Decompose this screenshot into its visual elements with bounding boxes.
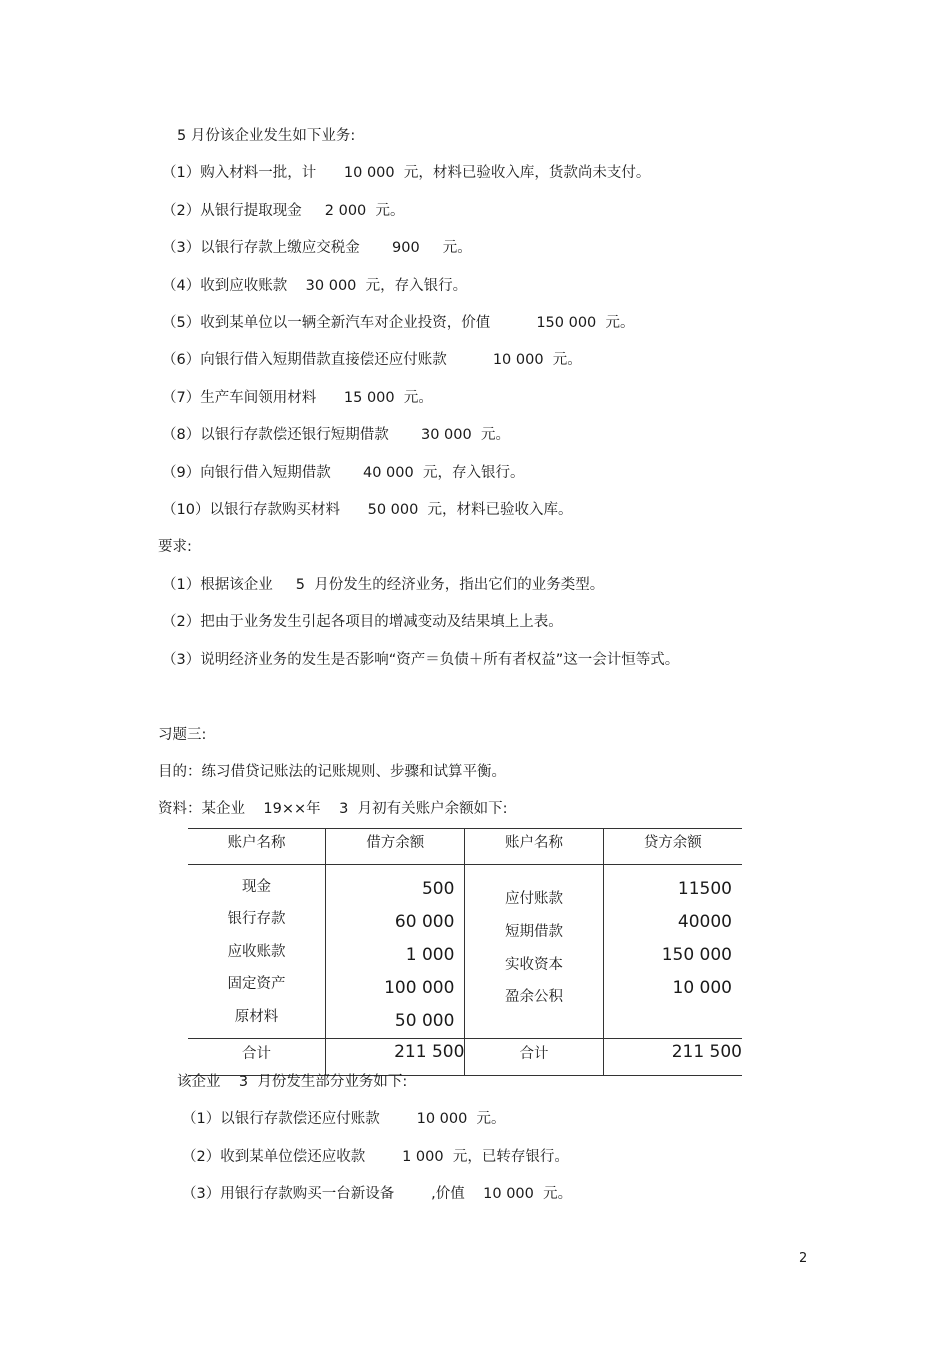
march-item-2: （2）收到某单位偿还应收款 1 000 元，已转存银行。 (182, 1149, 569, 1165)
march-intro-line: 该企业 3 月份发生部分业务如下: (177, 1074, 408, 1090)
requirements-heading: 要求: (158, 539, 192, 555)
credit-total-label: 合计 (465, 1039, 603, 1076)
requirement-2: （2）把由于业务发生引起各项目的增减变动及结果填上上表。 (162, 614, 563, 630)
debit-amount-fixed-assets: 100 000 (384, 978, 455, 998)
debit-account-materials: 原材料 (234, 1009, 279, 1025)
exercise-heading: 习题三: (158, 727, 207, 743)
business-item-6: （6）向银行借入短期借款直接偿还应付账款 10 000 元。 (162, 352, 582, 368)
credit-amount-surplus-reserve: 10 000 (672, 978, 732, 998)
debit-amount-bank: 60 000 (394, 912, 455, 932)
table-body-row (188, 865, 742, 1039)
debit-account-receivable: 应收账款 (227, 944, 286, 960)
business-item-3: （3）以银行存款上缴应交税金 900 元。 (162, 240, 472, 256)
business-item-9: （9）向银行借入短期借款 40 000 元，存入银行。 (162, 465, 525, 481)
credit-account-short-loan: 短期借款 (504, 924, 563, 940)
header-credit-balance: 贷方余额 (603, 829, 742, 865)
credit-account-surplus-reserve: 盈余公积 (504, 989, 563, 1005)
credit-amount-payable: 11500 (677, 879, 732, 899)
credit-account-paid-capital: 实收资本 (504, 957, 563, 973)
requirement-1: （1）根据该企业 5 月份发生的经济业务，指出它们的业务类型。 (162, 577, 605, 593)
business-item-4: （4）收到应收账款 30 000 元，存入银行。 (162, 278, 468, 294)
march-item-1: （1）以银行存款偿还应付账款 10 000 元。 (182, 1111, 506, 1127)
account-balance-table (188, 828, 742, 1076)
debit-account-bank: 银行存款 (227, 911, 286, 927)
table-header-row (188, 829, 742, 865)
march-item-3: （3）用银行存款购买一台新设备 ,价值 10 000 元。 (182, 1186, 573, 1202)
purpose-line: 目的：练习借贷记账法的记账规则、步骤和试算平衡。 (158, 764, 506, 780)
debit-amount-materials: 50 000 (394, 1011, 455, 1031)
header-debit-balance: 借方余额 (326, 829, 465, 865)
intro-line: 5 月份该企业发生如下业务: (177, 128, 356, 144)
business-item-2: （2）从银行提取现金 2 000 元。 (162, 203, 405, 219)
debit-total-label: 合计 (188, 1039, 326, 1076)
business-item-1: （1）购入材料一批，计 10 000 元，材料已验收入库，货款尚未支付。 (162, 165, 651, 181)
table-total-row (188, 1039, 742, 1076)
debit-account-fixed-assets: 固定资产 (227, 976, 286, 992)
header-account-name-credit: 账户名称 (465, 829, 603, 865)
debit-account-list (188, 865, 326, 1039)
business-item-10: （10）以银行存款购买材料 50 000 元，材料已验收入库。 (162, 502, 573, 518)
business-item-8: （8）以银行存款偿还银行短期借款 30 000 元。 (162, 427, 510, 443)
debit-account-cash: 现金 (242, 879, 272, 895)
credit-total-amount: 211 500 (603, 1039, 742, 1076)
debit-amount-cash: 500 (421, 879, 455, 899)
header-account-name-debit: 账户名称 (188, 829, 326, 865)
debit-amount-receivable: 1 000 (405, 945, 455, 965)
business-item-7: （7）生产车间领用材料 15 000 元。 (162, 390, 433, 406)
credit-amount-list (603, 865, 742, 1039)
credit-amount-short-loan: 40000 (677, 912, 732, 932)
business-item-5: （5）收到某单位以一辆全新汽车对企业投资，价值 150 000 元。 (162, 315, 635, 331)
credit-account-payable: 应付账款 (504, 891, 563, 907)
page-number: 2 (799, 1251, 808, 1266)
debit-amount-list (326, 865, 465, 1039)
credit-account-list (465, 865, 603, 1039)
credit-amount-paid-capital: 150 000 (661, 945, 732, 965)
material-line: 资料：某企业 19××年 3 月初有关账户余额如下: (158, 801, 508, 817)
requirement-3: （3）说明经济业务的发生是否影响“资产＝负债＋所有者权益”这一会计恒等式。 (162, 652, 680, 668)
debit-total-amount: 211 500 (326, 1039, 465, 1076)
